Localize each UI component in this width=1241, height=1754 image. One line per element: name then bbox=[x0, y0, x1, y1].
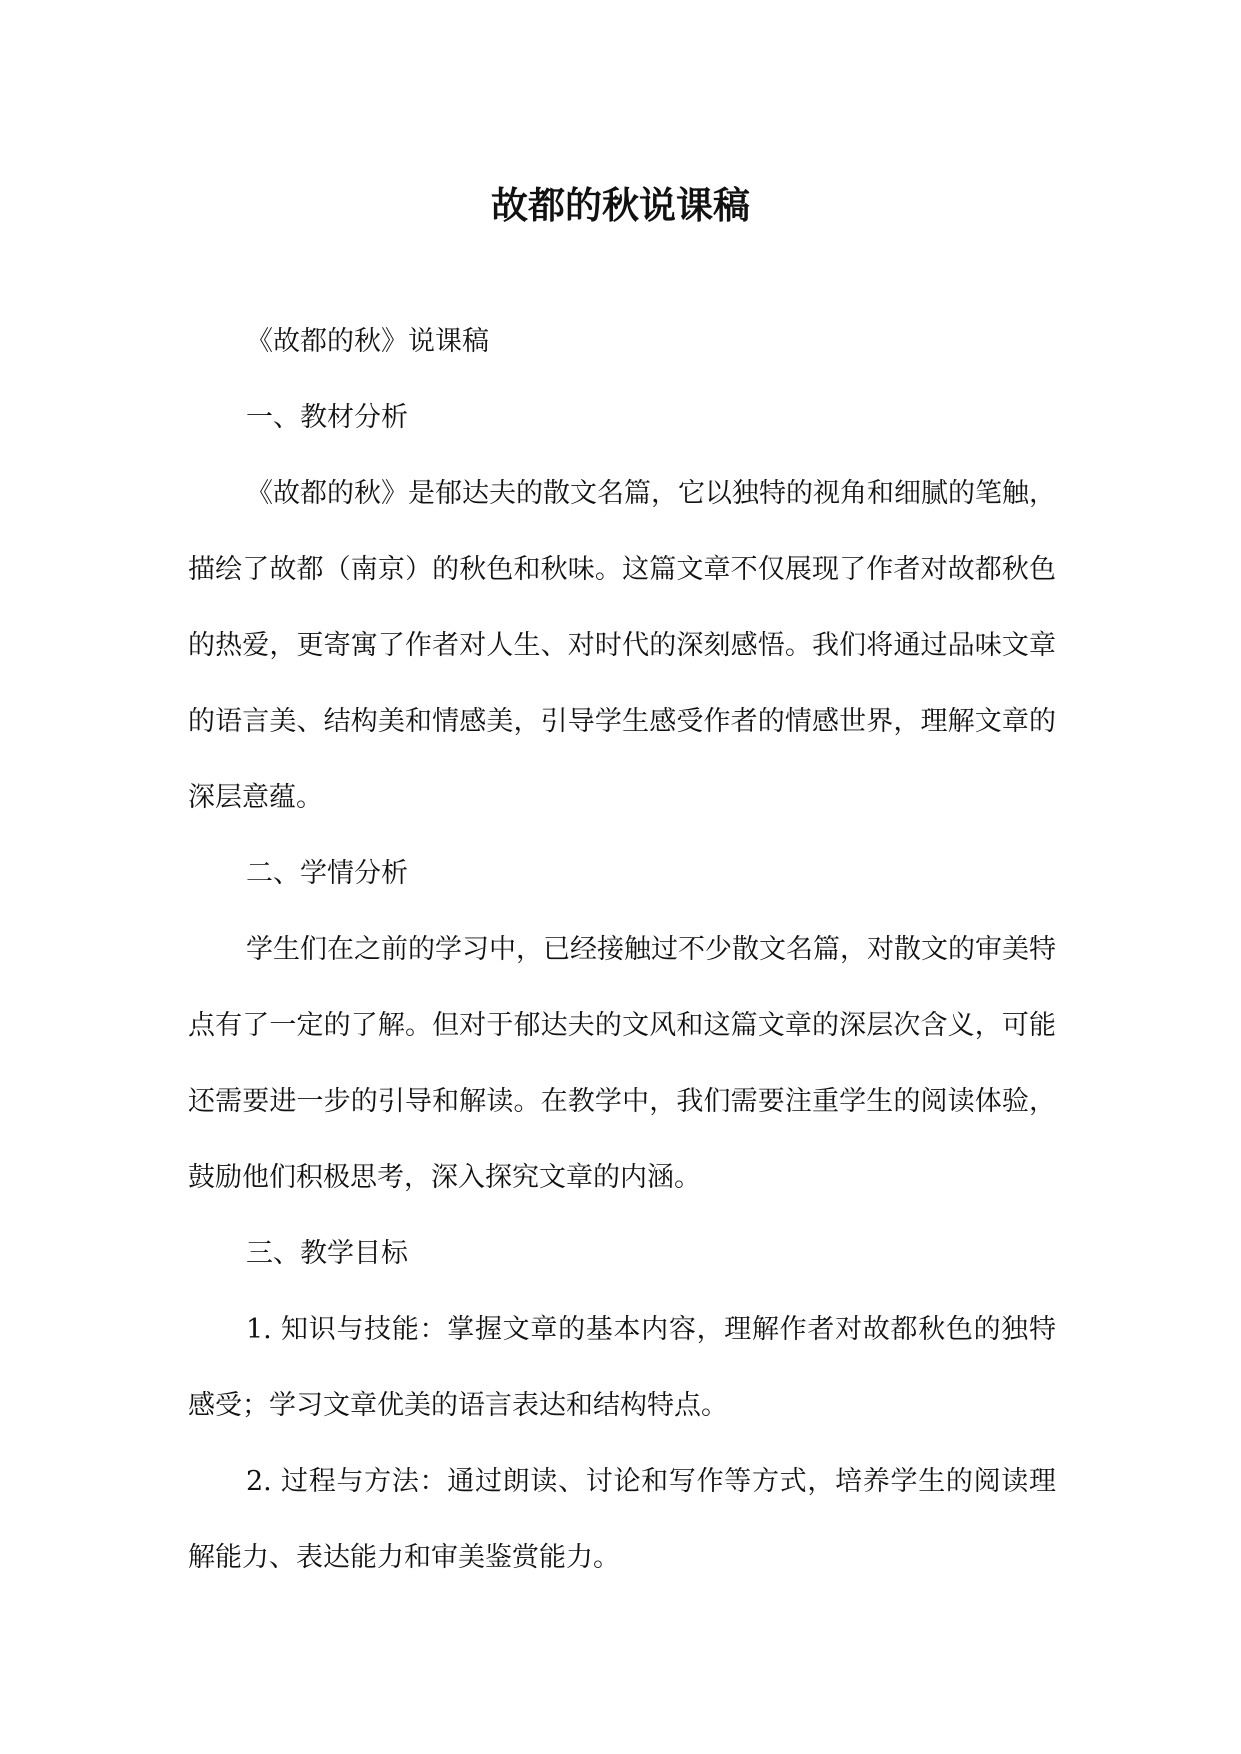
section-heading-textbook-analysis: 一、教材分析 bbox=[246, 402, 408, 433]
goal-item-process: 2. 过程与方法：通过朗读、讨论和写作等方式，培养学生的阅读理解能力、表达能力和审美鉴赏能力。 bbox=[188, 1466, 1056, 1573]
paragraph-student-analysis: 学生们在之前的学习中，已经接触过不少散文名篇，对散文的审美特点有了一定的了解。但对于郁达夫的文风和这篇文章的深层次含义，可能还需要进一步的引导和解读。在教学中，我们需要注重学生的阅读体验，鼓励他们积极思考，深入探究文章的内涵。 bbox=[188, 934, 1056, 1193]
document-title: 故都的秋说课稿 bbox=[491, 184, 750, 227]
document-body bbox=[188, 304, 1056, 1596]
goal-item-knowledge: 1. 知识与技能：掌握文章的基本内容，理解作者对故都秋色的独特感受；学习文章优美的语言表达和结构特点。 bbox=[188, 1314, 1056, 1421]
subtitle-paragraph: 《故都的秋》说课稿 bbox=[246, 326, 489, 357]
section-heading-student-analysis: 二、学情分析 bbox=[246, 858, 408, 889]
paragraph-textbook-analysis: 《故都的秋》是郁达夫的散文名篇，它以独特的视角和细腻的笔触，描绘了故都（南京）的秋色和秋味。这篇文章不仅展现了作者对故都秋色的热爱，更寄寓了作者对人生、对时代的深刻感悟。我们将通过品味文章的语言美、结构美和情感美，引导学生感受作者的情感世界，理解文章的深层意蕴。 bbox=[188, 478, 1056, 813]
section-heading-teaching-goals: 三、教学目标 bbox=[246, 1238, 408, 1269]
